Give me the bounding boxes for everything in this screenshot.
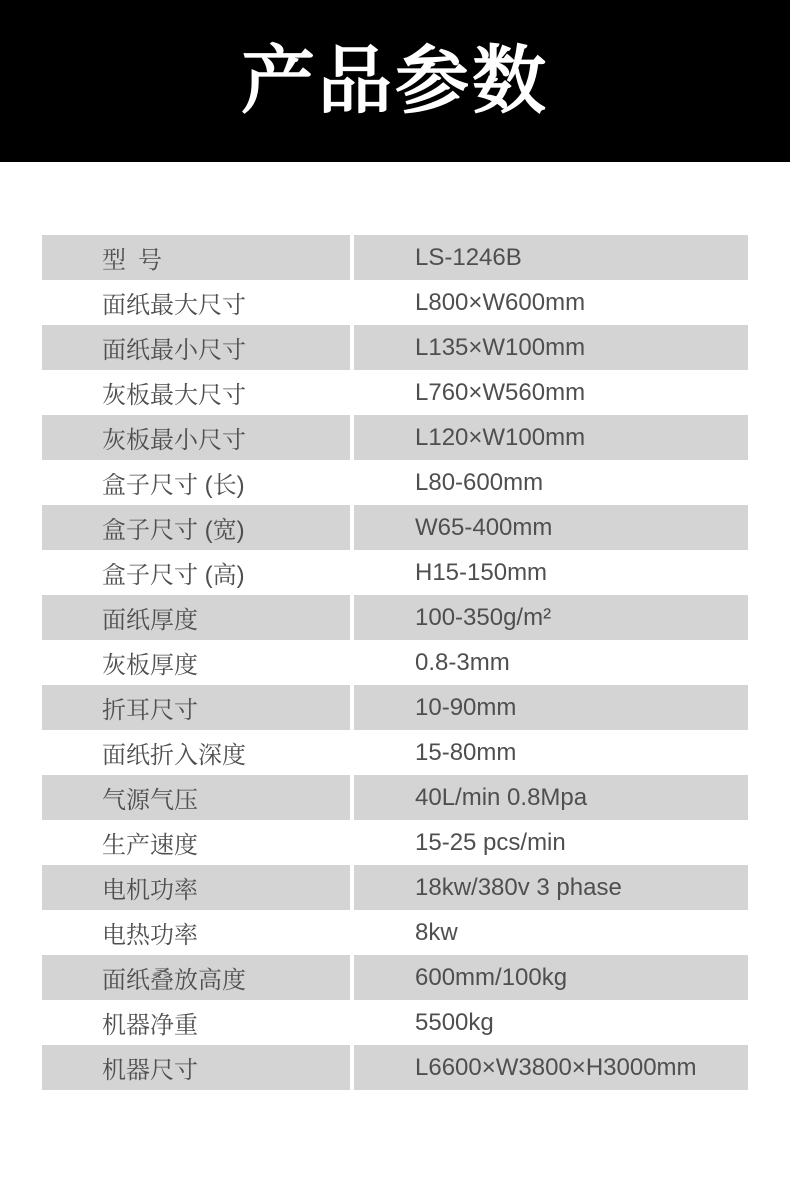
spec-value: 18kw/380v 3 phase	[354, 865, 748, 910]
spec-label: 面纸折入深度	[102, 742, 246, 769]
spec-label: 面纸叠放高度	[42, 955, 350, 1000]
spec-value: L6600×W3800×H3000mm	[354, 1045, 748, 1090]
spec-value: L800×W600mm	[415, 288, 586, 316]
table-row	[42, 955, 748, 1000]
table-row	[42, 1000, 748, 1045]
table-row	[42, 325, 748, 370]
spec-label: 盒子尺寸 (宽)	[42, 505, 350, 550]
spec-value: W65-400mm	[354, 505, 748, 550]
spec-table	[42, 235, 748, 1090]
spec-value: 0.8-3mm	[415, 648, 510, 676]
spec-label: 盒子尺寸 (高)	[102, 562, 245, 589]
page-title: 产品参数	[241, 39, 549, 122]
table-row	[42, 550, 748, 595]
spec-label: 灰板厚度	[102, 652, 198, 679]
spec-value: L760×W560mm	[415, 378, 586, 406]
table-row	[42, 460, 748, 505]
spec-label: 盒子尺寸 (长)	[102, 472, 245, 499]
spec-value: 8kw	[415, 918, 458, 946]
table-row	[42, 730, 748, 775]
spec-value: H15-150mm	[415, 558, 548, 586]
table-row	[42, 775, 748, 820]
spec-value: 100-350g/m²	[354, 595, 748, 640]
spec-value: L135×W100mm	[354, 325, 748, 370]
spec-label: 型 号	[42, 235, 350, 280]
table-row	[42, 505, 748, 550]
spec-value: 10-90mm	[354, 685, 748, 730]
spec-label: 折耳尺寸	[42, 685, 350, 730]
table-row	[42, 595, 748, 640]
spec-value: 600mm/100kg	[354, 955, 748, 1000]
spec-label: 灰板最大尺寸	[102, 382, 246, 409]
spec-value: L80-600mm	[415, 468, 544, 496]
spec-value: 5500kg	[415, 1008, 494, 1036]
spec-label: 气源气压	[42, 775, 350, 820]
spec-value: 15-25 pcs/min	[415, 828, 566, 856]
header-banner	[0, 0, 790, 162]
spec-value: L120×W100mm	[354, 415, 748, 460]
table-row	[42, 415, 748, 460]
table-row	[42, 370, 748, 415]
table-row	[42, 685, 748, 730]
table-row	[42, 280, 748, 325]
spec-value: LS-1246B	[354, 235, 748, 280]
spec-label: 机器净重	[102, 1012, 198, 1039]
spec-label: 灰板最小尺寸	[42, 415, 350, 460]
table-row	[42, 1045, 748, 1090]
table-row	[42, 640, 748, 685]
spec-label: 面纸最小尺寸	[42, 325, 350, 370]
spec-value: 40L/min 0.8Mpa	[354, 775, 748, 820]
spec-label: 电热功率	[102, 922, 198, 949]
table-row	[42, 820, 748, 865]
spec-label: 面纸厚度	[42, 595, 350, 640]
table-row	[42, 865, 748, 910]
spec-label: 面纸最大尺寸	[102, 292, 246, 319]
spec-label: 电机功率	[42, 865, 350, 910]
spec-label: 生产速度	[102, 832, 198, 859]
spec-label: 机器尺寸	[42, 1045, 350, 1090]
table-row	[42, 235, 748, 280]
table-row	[42, 910, 748, 955]
spec-value: 15-80mm	[415, 738, 517, 766]
